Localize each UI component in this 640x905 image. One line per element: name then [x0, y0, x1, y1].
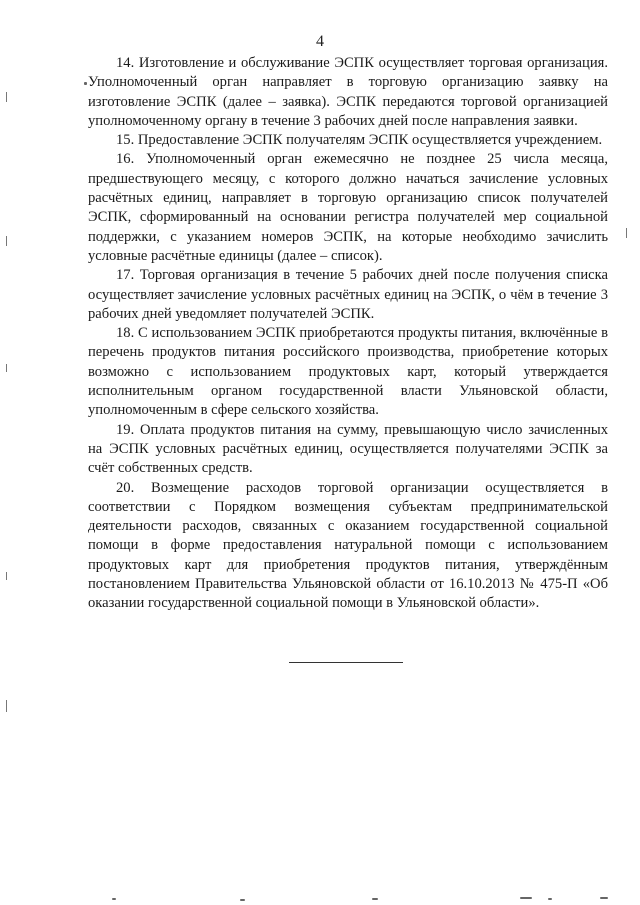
scan-speck	[372, 898, 378, 900]
paragraph-15: 15. Предоставление ЭСПК получателям ЭСПК осуществляется учреждением.	[116, 132, 603, 149]
scan-speck	[240, 899, 245, 901]
scan-speck	[84, 82, 87, 85]
paragraph-18: 18. С использованием ЭСПК приобретаются продукты питания, включённые в перечень продуктов питания российского производства, приобретение которых возможно с использованием продуктовых карт, который утверждается исполнительным органом государственной власти Ульяновской области, уполномоченным в сфере сельского хозяйства.	[88, 325, 608, 419]
scan-margin-mark	[6, 700, 7, 712]
scan-margin-mark	[626, 228, 627, 238]
scan-margin-mark	[6, 92, 7, 102]
scan-speck	[600, 897, 608, 899]
paragraph-17: 17. Торговая организация в течение 5 рабочих дней после получения списка осуществляет зачисление условных расчётных единиц на ЭСПК, о чём в течение 3 рабочих дней уведомляет получателей ЭСПК.	[88, 267, 608, 322]
document-body	[88, 54, 608, 614]
paragraph-16: 16. Уполномоченный орган ежемесячно не позднее 25 числа месяца, предшествующего месяцу, с которого должно начаться зачисление условных расчётных единиц, направляет в торговую организацию список получателей ЭСПК, сформированный на основании регистра получателей мер социальной поддержки, с указанием номеров ЭСПК, на которые необходимо зачислить условные расчётные единицы (далее – список).	[88, 151, 608, 264]
scan-margin-mark	[6, 236, 7, 246]
scan-margin-mark	[6, 572, 7, 580]
scan-speck	[548, 898, 552, 900]
scan-speck	[112, 898, 116, 900]
paragraph-14: 14. Изготовление и обслуживание ЭСПК осуществляет торговая организация. Уполномоченный орган направляет в торговую организацию заявку на изготовление ЭСПК (далее – заявка). ЭСПК передаются торговой организацией уполномоченному органу в течение 3 рабочих дней после направления заявки.	[88, 55, 608, 129]
scan-margin-mark	[6, 364, 7, 372]
paragraph-19: 19. Оплата продуктов питания на сумму, превышающую число зачисленных на ЭСПК условных расчётных единиц, осуществляется получателями ЭСПК за счёт собственных средств.	[88, 421, 608, 477]
scan-speck	[520, 897, 532, 899]
page-number: 4	[316, 33, 324, 50]
end-divider-line	[289, 662, 403, 663]
paragraph-20: 20. Возмещение расходов торговой организации осуществляется в соответствии с Порядком возмещения субъектам предпринимательской деятельности расходов, связанных с оказанием государственной социальной помощи в форме предоставления натуральной помощи с использованием продуктовых карт для приобретения продуктов питания, утверждённым постановлением Правительства Ульяновской области от 16.10.2013 № 475-П «Об оказании государственной социальной помощи в Ульяновской области».	[88, 479, 608, 612]
